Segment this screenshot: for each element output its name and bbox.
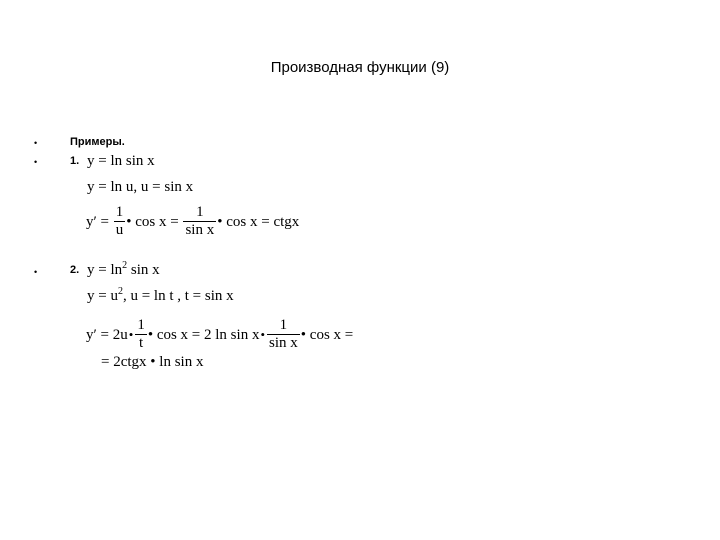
example-1-fraction-2 [183,204,216,239]
example-1-sub-part-a: y = ln u [87,179,134,195]
example-1-derivative-lhs: y′ = [86,213,113,230]
bullet-example-1: • [34,157,38,167]
example-2-derivative-lhs: y′ = 2u [86,326,128,343]
example-2-sub-exponent: 2 [117,286,123,297]
example-1-derivative-end: • cos x = ctgx [217,213,300,230]
examples-label: Примеры. [70,136,125,148]
example-2-substitution [87,288,234,305]
example-2-function [87,262,160,279]
page-title: Производная функции (9) [270,59,450,76]
fraction-denominator: sin x [269,335,298,351]
example-1-derivative-mid: • cos x = [126,213,183,230]
example-2-fraction-2 [267,317,300,352]
example-2-fraction-1 [135,317,147,352]
example-1-sub-part-b: , u = sin x [133,179,194,195]
example-1-derivative [86,205,299,240]
example-2-func-part-b: sin x [127,262,160,278]
multiply-dot: • [260,326,266,342]
example-2-sub-part-b: , u = ln t , t = sin x [122,288,234,304]
example-2-number: 2. [70,264,80,276]
example-2-result: = 2ctgx • ln sin x [101,354,204,370]
example-2-derivative [86,318,353,353]
fraction-denominator: t [135,334,147,352]
example-2-func-part-a: y = ln [87,262,123,278]
bullet-example-2: • [34,267,38,277]
bullet-examples: • [34,138,38,148]
example-2-func-exponent: 2 [122,260,128,271]
fraction-numerator: 1 [115,204,124,220]
example-1-substitution [87,179,193,196]
example-1-number: 1. [70,155,80,167]
example-2-sub-part-a: y = u [87,288,118,304]
fraction-numerator: 1 [279,317,288,333]
fraction-numerator: 1 [196,204,204,220]
fraction-numerator: 1 [137,317,145,333]
example-2-derivative-mid: • cos x = 2 ln sin x [147,326,260,343]
example-1-function: y = ln sin x [87,153,155,169]
example-1-fraction-1 [114,204,126,239]
multiply-dot: • [128,326,134,342]
example-2-derivative-end: • cos x = [300,326,354,343]
fraction-denominator: sin x [185,222,215,238]
fraction-denominator: u [115,222,124,238]
